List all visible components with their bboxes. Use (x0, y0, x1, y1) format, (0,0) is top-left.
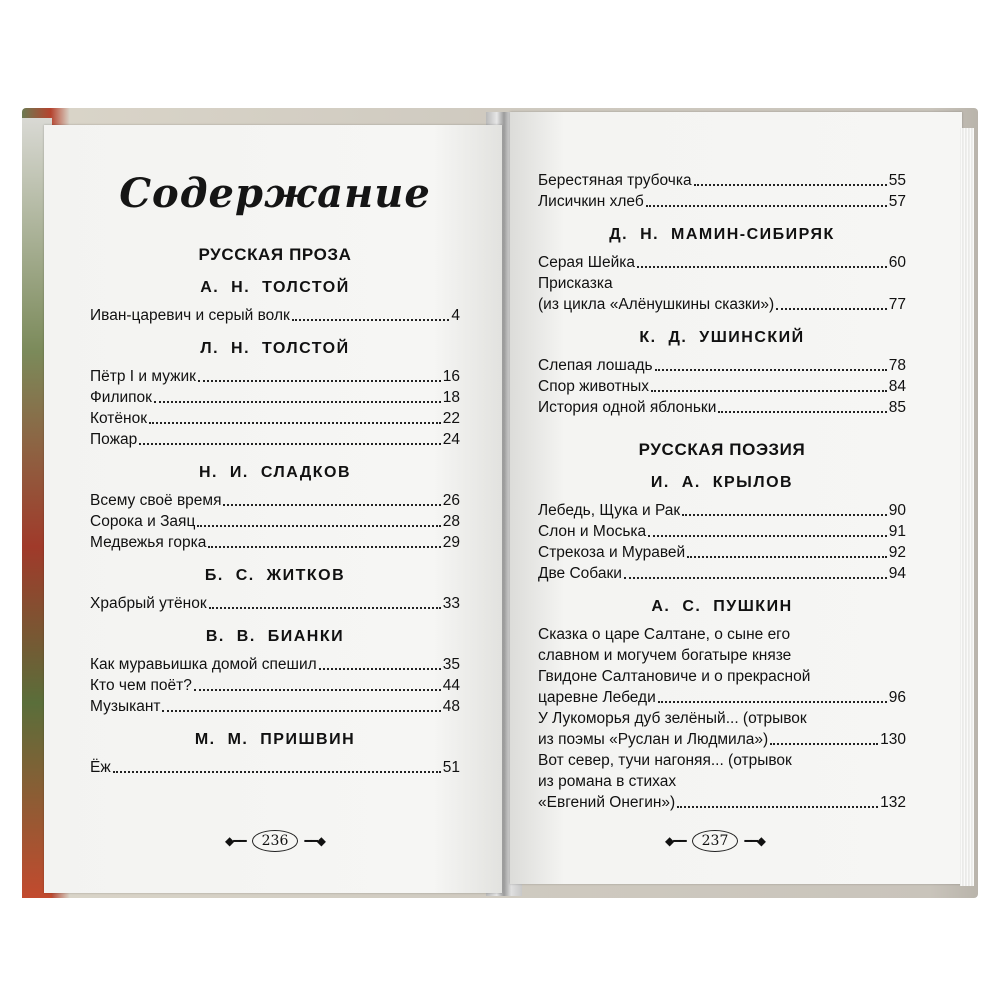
entry-title: Ёж (90, 759, 111, 776)
dot-leader (658, 701, 887, 703)
entry-title: Сорока и Заяц (90, 513, 196, 530)
toc-entry[interactable] (538, 542, 906, 563)
dot-leader (687, 556, 887, 558)
entry-page: 24 (442, 431, 460, 448)
entry-page: 130 (880, 731, 906, 748)
entry-title-line: Присказка (538, 275, 613, 292)
author-heading: В. В. БИАНКИ (205, 628, 345, 645)
entry-title-line: Вот север, тучи нагоняя... (отрывок (538, 752, 792, 769)
toc-entry[interactable] (538, 708, 906, 750)
dot-leader (113, 771, 441, 773)
author-heading: И. А. КРЫЛОВ (650, 474, 794, 491)
entry-page: 18 (442, 389, 460, 406)
right-page-content (538, 170, 906, 813)
entry-page: 85 (888, 399, 906, 416)
toc-entry[interactable] (90, 696, 460, 717)
entry-title: Музыкант (90, 698, 161, 715)
dot-leader (194, 689, 441, 691)
toc-entry[interactable] (538, 273, 906, 315)
entry-title: Лебедь, Щука и Рак (538, 502, 681, 519)
toc-title: Содержание (119, 170, 431, 217)
entry-page: 55 (888, 172, 906, 189)
entry-page: 57 (888, 193, 906, 210)
entry-title-line: «Евгений Онегин») (538, 794, 676, 811)
entry-title: Спор животных (538, 378, 650, 395)
ornament-icon: ━━◆ (304, 834, 326, 848)
toc-entry[interactable] (538, 170, 906, 191)
entry-title: Как муравьишка домой спешил (90, 656, 317, 673)
entry-title: Медвежья горка (90, 534, 207, 551)
entry-title: Котёнок (90, 410, 147, 427)
toc-entry[interactable] (538, 355, 906, 376)
ornament-icon: ━━◆ (744, 834, 766, 848)
entry-page: 77 (888, 296, 906, 313)
page-number: 236 (252, 830, 299, 852)
author-heading: Д. Н. МАМИН-СИБИРЯК (609, 226, 835, 243)
toc-entry[interactable] (90, 757, 460, 778)
entry-page: 26 (442, 492, 460, 509)
entry-page: 132 (880, 794, 906, 811)
toc-entry[interactable] (90, 366, 460, 387)
dot-leader (197, 525, 440, 527)
entry-title-line: Сказка о царе Салтане, о сыне его (538, 626, 791, 643)
page-number-left (210, 830, 340, 852)
entry-page: 28 (442, 513, 460, 530)
ornament-icon: ◆━━ (224, 834, 246, 848)
entry-title: Лисичкин хлеб (538, 193, 644, 210)
dot-leader (776, 308, 887, 310)
dot-leader (655, 369, 887, 371)
entry-title: Слепая лошадь (538, 357, 653, 374)
entry-title: Иван-царевич и серый волк (90, 307, 290, 324)
dot-leader (292, 319, 450, 321)
dot-leader (646, 205, 887, 207)
entry-page: 48 (442, 698, 460, 715)
entry-title: Берестяная трубочка (538, 172, 692, 189)
entry-title-line: из романа в стихах (538, 773, 677, 790)
toc-entry[interactable] (538, 521, 906, 542)
left-page-content (90, 170, 460, 778)
toc-entry[interactable] (90, 532, 460, 553)
entry-page: 29 (442, 534, 460, 551)
dot-leader (770, 743, 878, 745)
entry-title: Кто чем поёт? (90, 677, 192, 694)
toc-entry[interactable] (90, 511, 460, 532)
toc-entry[interactable] (538, 376, 906, 397)
author-heading: Л. Н. ТОЛСТОЙ (200, 340, 350, 357)
dot-leader (154, 401, 441, 403)
dot-leader (677, 806, 878, 808)
section-heading-prose: РУССКАЯ ПРОЗА (198, 245, 352, 264)
dot-leader (637, 266, 887, 268)
entry-title-line: царевне Лебеди (538, 689, 656, 706)
entry-page: 22 (442, 410, 460, 427)
entry-title: Всему своё время (90, 492, 222, 509)
entry-title-line: славном и могучем богатыре князе (538, 647, 792, 664)
dot-leader (223, 504, 440, 506)
entry-page: 4 (451, 307, 460, 324)
dot-leader (651, 390, 887, 392)
entry-title: Стрекоза и Муравей (538, 544, 686, 561)
entry-title-line: У Лукоморья дуб зелёный... (отрывок (538, 710, 807, 727)
toc-entry[interactable] (90, 408, 460, 429)
author-heading: Н. И. СЛАДКОВ (198, 464, 352, 481)
entry-title: Филипок (90, 389, 152, 406)
entry-page: 33 (442, 595, 460, 612)
page-number-right (650, 830, 780, 852)
entry-page: 78 (888, 357, 906, 374)
toc-entry[interactable] (90, 593, 460, 614)
page-edges (960, 128, 974, 886)
toc-entry[interactable] (538, 191, 906, 212)
toc-entry[interactable] (90, 305, 460, 326)
entry-title-line: Гвидоне Салтановиче и о прекрасной (538, 668, 811, 685)
entry-title: История одной яблоньки (538, 399, 717, 416)
dot-leader (209, 607, 441, 609)
entry-title-line: (из цикла «Алёнушкины сказки») (538, 296, 775, 313)
toc-entry[interactable] (538, 252, 906, 273)
dot-leader (648, 535, 887, 537)
dot-leader (208, 546, 440, 548)
dot-leader (624, 577, 887, 579)
dot-leader (718, 411, 886, 413)
toc-entry[interactable] (538, 500, 906, 521)
dot-leader (319, 668, 441, 670)
entry-page: 84 (888, 378, 906, 395)
author-heading: Б. С. ЖИТКОВ (204, 567, 346, 584)
toc-entry[interactable] (90, 654, 460, 675)
entry-page: 16 (442, 368, 460, 385)
entry-page: 51 (442, 759, 460, 776)
dot-leader (198, 380, 441, 382)
author-heading: К. Д. УШИНСКИЙ (639, 329, 805, 346)
entry-page: 44 (442, 677, 460, 694)
dot-leader (149, 422, 441, 424)
entry-title: Пожар (90, 431, 138, 448)
entry-title: Серая Шейка (538, 254, 635, 271)
toc-entry[interactable] (90, 429, 460, 450)
dot-leader (139, 443, 441, 445)
toc-entry[interactable] (538, 397, 906, 418)
entry-page: 96 (888, 689, 906, 706)
dot-leader (162, 710, 440, 712)
entry-title: Пётр I и мужик (90, 368, 196, 385)
entry-title: Две Собаки (538, 565, 622, 582)
author-heading: А. Н. ТОЛСТОЙ (200, 279, 350, 296)
toc-entry[interactable] (538, 624, 906, 708)
entry-page: 92 (888, 544, 906, 561)
entry-page: 91 (888, 523, 906, 540)
entry-page: 90 (888, 502, 906, 519)
section-heading-poetry: РУССКАЯ ПОЭЗИЯ (638, 440, 806, 459)
toc-entry[interactable] (90, 490, 460, 511)
entry-page: 60 (888, 254, 906, 271)
author-heading: А. С. ПУШКИН (651, 598, 793, 615)
entry-title-line: из поэмы «Руслан и Людмила») (538, 731, 769, 748)
toc-entry[interactable] (90, 387, 460, 408)
dot-leader (694, 184, 887, 186)
author-heading: М. М. ПРИШВИН (194, 731, 356, 748)
dot-leader (682, 514, 887, 516)
toc-entry[interactable] (538, 750, 906, 813)
entry-title: Храбрый утёнок (90, 595, 207, 612)
toc-entry[interactable] (90, 675, 460, 696)
toc-entry[interactable] (538, 563, 906, 584)
entry-title: Слон и Моська (538, 523, 647, 540)
ornament-icon: ◆━━ (664, 834, 686, 848)
page-number: 237 (692, 830, 739, 852)
entry-page: 94 (888, 565, 906, 582)
entry-page: 35 (442, 656, 460, 673)
